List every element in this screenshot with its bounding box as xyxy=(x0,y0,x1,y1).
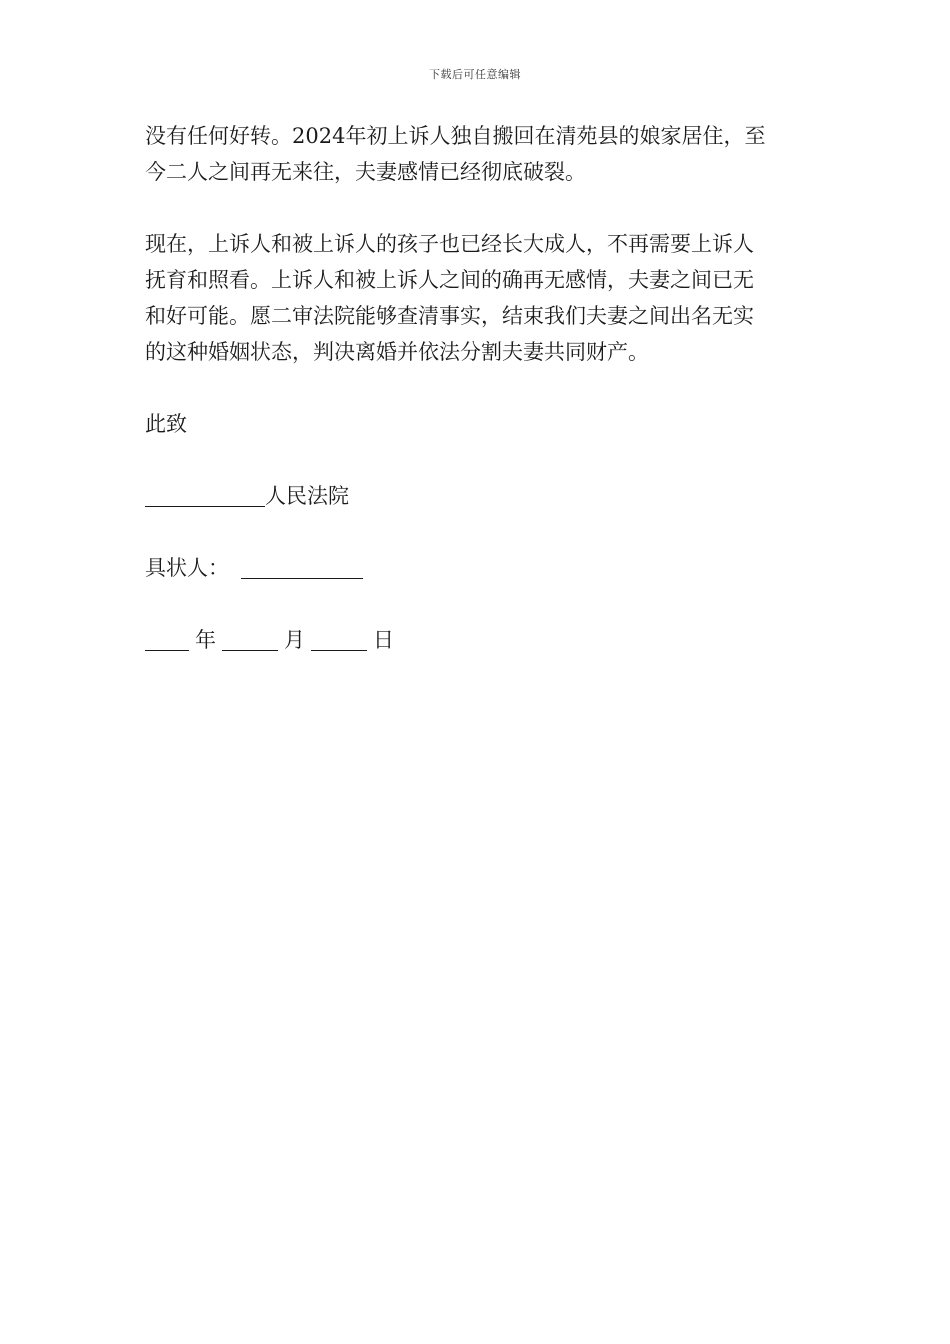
signer-label: 具状人： xyxy=(145,556,229,580)
closing-salutation: 此致 xyxy=(145,412,187,436)
year-blank[interactable] xyxy=(145,628,189,651)
court-name-blank[interactable] xyxy=(145,484,265,507)
paragraph-2-line: 和好可能。愿二审法院能够查清事实，结束我们夫妻之间出名无实 xyxy=(145,304,754,328)
day-label: 日 xyxy=(373,628,394,652)
paragraph-1 xyxy=(145,118,807,190)
paragraph-2-line: 现在，上诉人和被上诉人的孩子也已经长大成人，不再需要上诉人 xyxy=(145,232,754,256)
paragraph-1-line: 今二人之间再无来往，夫妻感情已经彻底破裂。 xyxy=(145,160,586,184)
signer-name-blank[interactable] xyxy=(241,556,363,579)
paragraph-2-line: 的这种婚姻状态，判决离婚并依法分割夫妻共同财产。 xyxy=(145,340,649,364)
signer-line xyxy=(145,550,807,586)
paragraph-1-line: 没有任何好转。2024年初上诉人独自搬回在清苑县的娘家居住，至 xyxy=(145,124,766,148)
header-note: 下载后可任意编辑 xyxy=(429,68,521,81)
year-label: 年 xyxy=(195,628,216,652)
court-suffix: 人民法院 xyxy=(265,484,349,508)
paragraph-2-line: 抚育和照看。上诉人和被上诉人之间的确再无感情，夫妻之间已无 xyxy=(145,268,754,292)
paragraph-2 xyxy=(145,226,807,370)
month-blank[interactable] xyxy=(222,628,278,651)
month-label: 月 xyxy=(284,628,305,652)
date-line xyxy=(145,622,807,658)
court-line xyxy=(145,478,807,514)
day-blank[interactable] xyxy=(311,628,367,651)
document-body xyxy=(145,118,807,658)
